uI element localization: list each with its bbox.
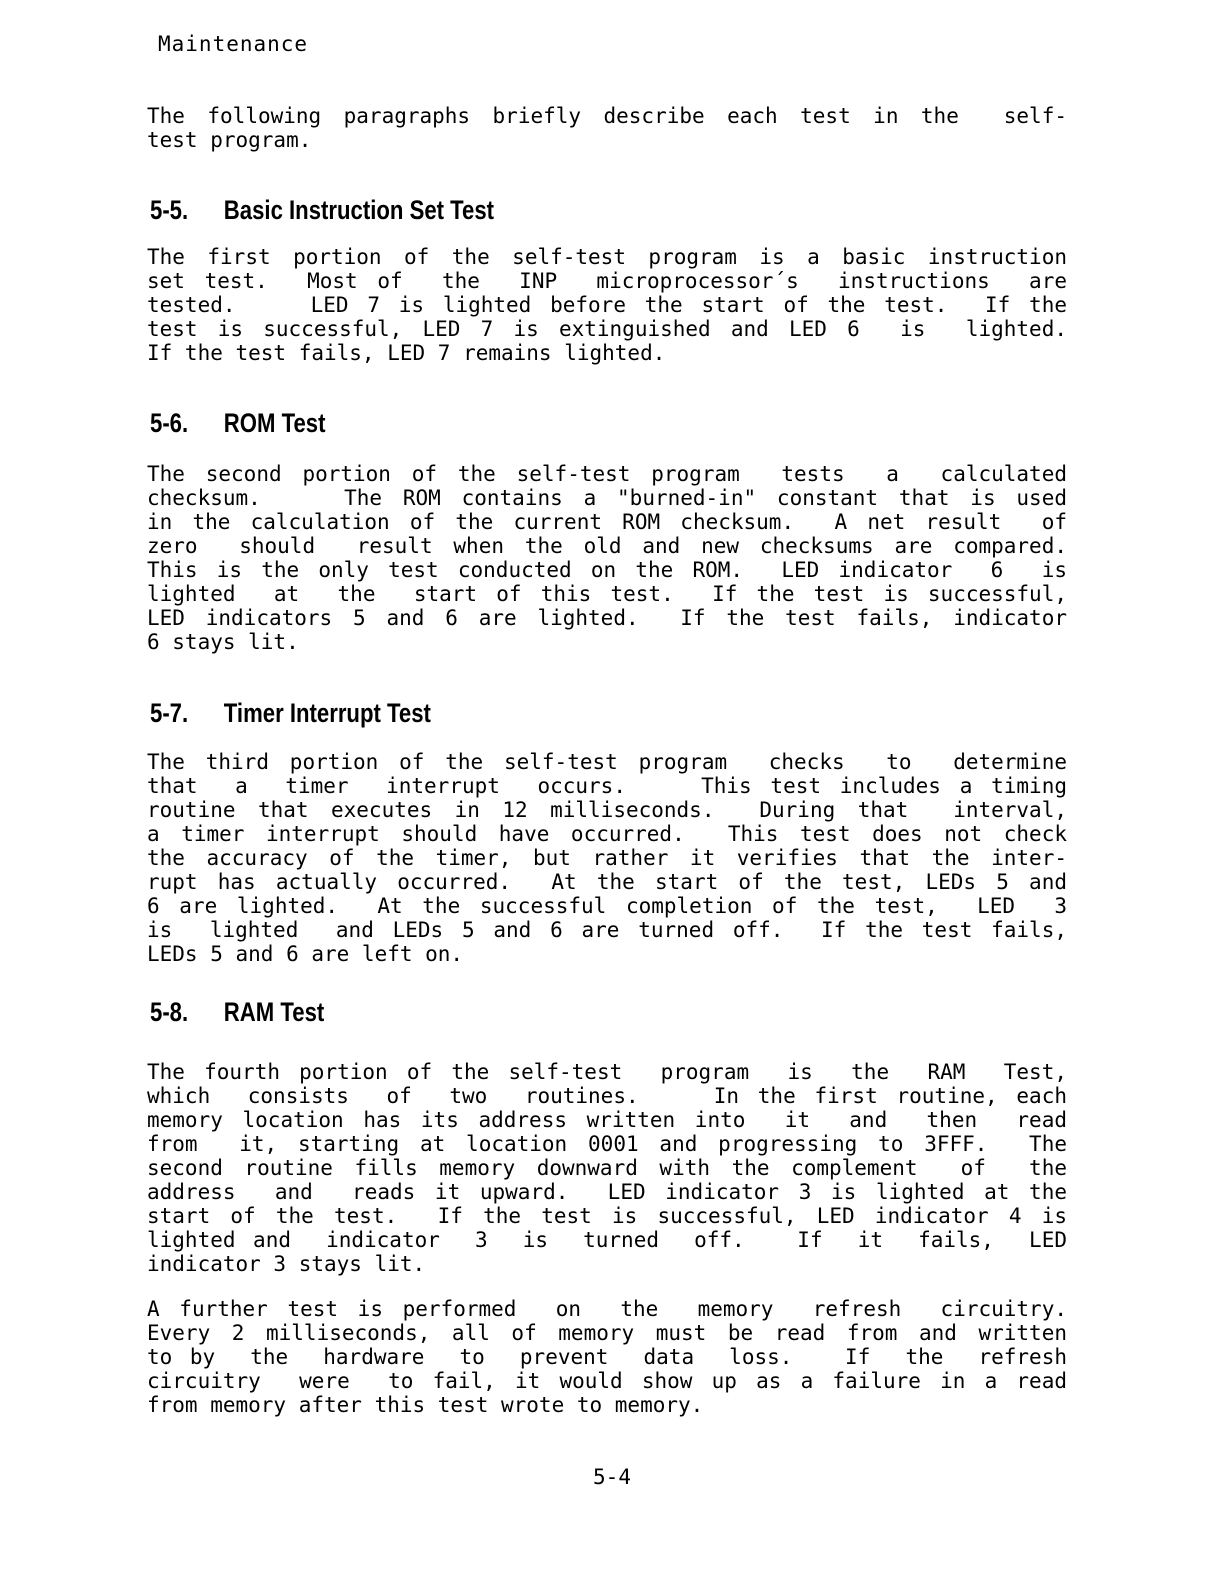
text-line: rupt has actually occurred. At the start of the test, LEDs 5 and xyxy=(147,870,1067,894)
body-paragraph xyxy=(147,462,1067,654)
text-line: If the test fails, LED 7 remains lighted. xyxy=(147,341,666,365)
page-number: 5-4 xyxy=(593,1465,631,1489)
section-title: Timer Interrupt Test xyxy=(223,698,431,728)
section-number: 5-7. xyxy=(150,698,189,728)
text-line: A further test is performed on the memory refresh circuitry. xyxy=(147,1297,1067,1321)
section-title: RAM Test xyxy=(223,997,325,1027)
body-paragraph xyxy=(147,1060,1067,1276)
text-line: second routine fills memory downward with the complement of the xyxy=(147,1156,1067,1180)
text-line: from memory after this test wrote to memory. xyxy=(147,1393,704,1417)
running-head: Maintenance xyxy=(158,32,309,56)
text-line: The third portion of the self-test program checks to determine xyxy=(147,750,1067,774)
text-line: start of the test. If the test is successful, LED indicator 4 is xyxy=(147,1204,1067,1228)
text-line: tested. LED 7 is lighted before the start of the test. If the xyxy=(147,293,1067,317)
section-number: 5-6. xyxy=(150,408,189,438)
text-line: that a timer interrupt occurs. This test includes a timing xyxy=(147,774,1067,798)
section-heading xyxy=(150,195,494,226)
text-line: LED indicators 5 and 6 are lighted. If the test fails, indicator xyxy=(147,606,1067,630)
body-paragraph xyxy=(147,245,1067,365)
text-line: This is the only test conducted on the ROM. LED indicator 6 is xyxy=(147,558,1067,582)
text-line: The following paragraphs briefly describe each test in the self- xyxy=(147,104,1067,128)
text-line: in the calculation of the current ROM checksum. A net result of xyxy=(147,510,1067,534)
body-paragraph xyxy=(147,750,1067,966)
section-title: ROM Test xyxy=(223,408,326,438)
section-title: Basic Instruction Set Test xyxy=(223,195,495,225)
text-line: a timer interrupt should have occurred. This test does not check xyxy=(147,822,1067,846)
text-line: to by the hardware to prevent data loss. If the refresh xyxy=(147,1345,1067,1369)
body-paragraph xyxy=(147,1297,1067,1417)
text-line: which consists of two routines. In the first routine, each xyxy=(147,1084,1067,1108)
text-line: routine that executes in 12 milliseconds. During that interval, xyxy=(147,798,1067,822)
text-line: The first portion of the self-test program is a basic instruction xyxy=(147,245,1067,269)
section-number: 5-5. xyxy=(150,195,189,225)
intro-paragraph xyxy=(147,104,1067,152)
text-line: lighted and indicator 3 is turned off. If it fails, LED xyxy=(147,1228,1067,1252)
text-line: 6 are lighted. At the successful completion of the test, LED 3 xyxy=(147,894,1067,918)
text-line: is lighted and LEDs 5 and 6 are turned off. If the test fails, xyxy=(147,918,1067,942)
text-line: from it, starting at location 0001 and progressing to 3FFF. The xyxy=(147,1132,1067,1156)
text-line: test program. xyxy=(147,128,312,152)
section-heading xyxy=(150,698,431,729)
text-line: The second portion of the self-test program tests a calculated xyxy=(147,462,1067,486)
text-line: The fourth portion of the self-test program is the RAM Test, xyxy=(147,1060,1067,1084)
text-line: circuitry were to fail, it would show up as a failure in a read xyxy=(147,1369,1067,1393)
section-number: 5-8. xyxy=(150,997,189,1027)
text-line: checksum. The ROM contains a "burned-in" constant that is used xyxy=(147,486,1067,510)
section-heading xyxy=(150,997,324,1028)
text-line: address and reads it upward. LED indicator 3 is lighted at the xyxy=(147,1180,1067,1204)
text-line: test is successful, LED 7 is extinguished and LED 6 is lighted. xyxy=(147,317,1067,341)
text-line: indicator 3 stays lit. xyxy=(147,1252,426,1276)
text-line: Every 2 milliseconds, all of memory must be read from and written xyxy=(147,1321,1067,1345)
text-line: LEDs 5 and 6 are left on. xyxy=(147,942,464,966)
text-line: lighted at the start of this test. If the test is successful, xyxy=(147,582,1067,606)
section-heading xyxy=(150,408,325,439)
text-line: the accuracy of the timer, but rather it verifies that the inter- xyxy=(147,846,1067,870)
text-line: zero should result when the old and new checksums are compared. xyxy=(147,534,1067,558)
text-line: memory location has its address written into it and then read xyxy=(147,1108,1067,1132)
text-line: 6 stays lit. xyxy=(147,630,299,654)
text-line: set test. Most of the INP microprocessor´s instructions are xyxy=(147,269,1067,293)
